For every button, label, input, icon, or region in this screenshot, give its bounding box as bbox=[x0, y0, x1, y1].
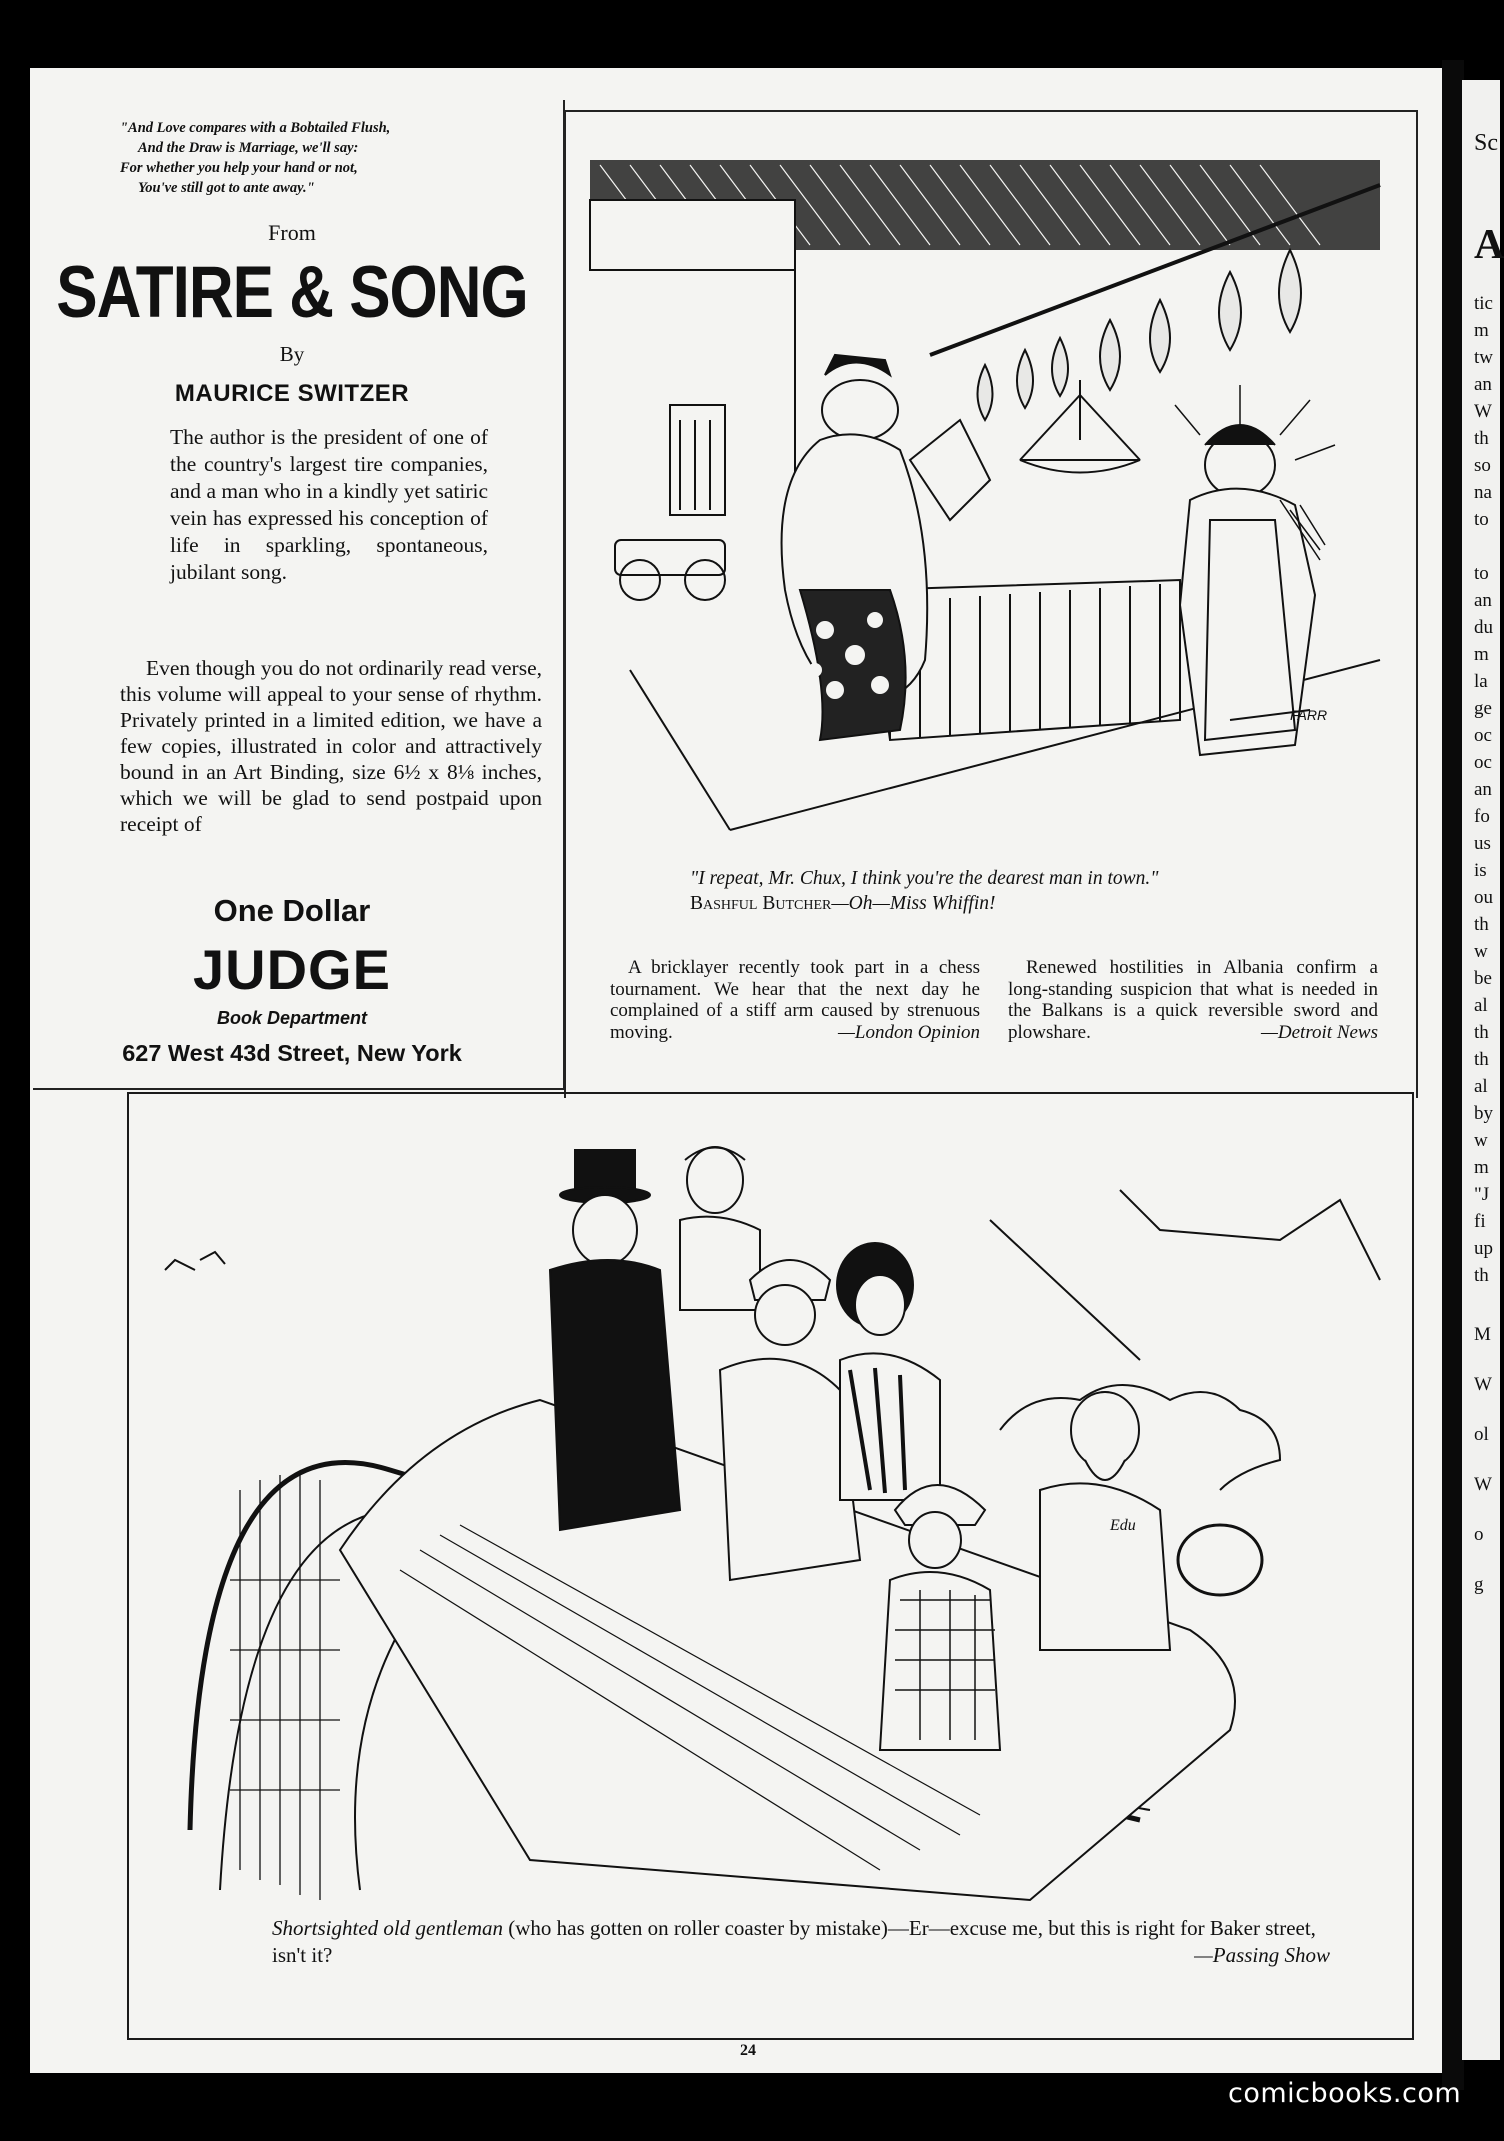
ad-price: One Dollar bbox=[213, 893, 371, 928]
next-page-fragment: "J bbox=[1474, 1184, 1490, 1205]
next-page-fragment: oc bbox=[1474, 752, 1492, 773]
next-page-fragment: to bbox=[1474, 563, 1489, 584]
next-page-fragment: fo bbox=[1474, 806, 1490, 827]
cartoon2-text: (who has gotten on roller coaster by mistake)—Er—excuse me, but this is right for Baker street, isn't it? bbox=[272, 1916, 1316, 1967]
next-page-fragment: an bbox=[1474, 590, 1492, 611]
next-page-fragment: o bbox=[1474, 1524, 1484, 1545]
cartoon1-caption-reply bbox=[690, 891, 1410, 916]
next-page-fragment: th bbox=[1474, 1265, 1489, 1286]
ad-by-label: By bbox=[279, 342, 305, 366]
next-page-fragment: so bbox=[1474, 455, 1491, 476]
next-page-fragment: na bbox=[1474, 482, 1492, 503]
cartoon1-caption bbox=[690, 866, 1410, 916]
joke-source: —Detroit News bbox=[1261, 1022, 1378, 1043]
next-page-fragment: la bbox=[1474, 671, 1488, 692]
ad-book-title: SATIRE & SONG bbox=[56, 252, 528, 334]
epigraph-line: "And Love compares with a Bobtailed Flush, bbox=[120, 120, 391, 136]
next-page-fragment: g bbox=[1474, 1574, 1484, 1595]
epigraph-line: And the Draw is Marriage, we'll say: bbox=[138, 140, 359, 156]
epigraph-line: You've still got to ante away." bbox=[138, 180, 315, 196]
next-page-fragment: ge bbox=[1474, 698, 1492, 719]
page-number: 24 bbox=[740, 2042, 756, 2059]
next-page-dropcap: A bbox=[1474, 222, 1504, 268]
cartoon2-source: —Passing Show bbox=[1194, 1943, 1330, 1967]
next-page-fragment: m bbox=[1474, 644, 1489, 665]
joke-text: Renewed hostilities in Albania confirm a long-standing suspicion that what is needed in the Balkans is a quick reversible sword and plowshare. bbox=[1008, 957, 1378, 1043]
next-page-fragment: is bbox=[1474, 860, 1487, 881]
cartoon2-caption bbox=[160, 1915, 1330, 1969]
ad-department: Book Department bbox=[216, 1008, 368, 1028]
next-page-fragment: w bbox=[1474, 1130, 1488, 1151]
joke-albania bbox=[1008, 957, 1378, 1044]
next-page-fragment: al bbox=[1474, 995, 1488, 1016]
cartoon1-speaker: Bashful Butcher bbox=[690, 893, 832, 914]
ad-from-label: From bbox=[268, 220, 316, 245]
next-page-fragment: ou bbox=[1474, 887, 1493, 908]
next-page-fragment: th bbox=[1474, 1022, 1489, 1043]
watermark: comicbooks.com bbox=[1228, 2078, 1462, 2109]
next-page-fragment: w bbox=[1474, 941, 1488, 962]
next-page-fragment: tic bbox=[1474, 293, 1493, 314]
next-page-fragment: up bbox=[1474, 1238, 1493, 1259]
next-page-fragment: W bbox=[1474, 1374, 1492, 1395]
next-page-fragment: to bbox=[1474, 509, 1489, 530]
roller-coaster-illustration bbox=[160, 1130, 1390, 1900]
next-page-fragment: th bbox=[1474, 914, 1489, 935]
ad-address: 627 West 43d Street, New York bbox=[122, 1040, 462, 1066]
next-page-fragment: oc bbox=[1474, 725, 1492, 746]
next-page-fragment: an bbox=[1474, 779, 1492, 800]
cartoon2-speaker: Shortsighted old gentleman bbox=[272, 1916, 503, 1940]
cartoon2-signature: Edu bbox=[1110, 1517, 1136, 1534]
next-page-fragment: W bbox=[1474, 401, 1492, 422]
ad-paragraph-1: The author is the president of one of the country's largest tire companies, and a man who in a kindly yet satiric vein has expressed his conception of life in sparkling, spontaneous, jubilant song. bbox=[170, 425, 488, 584]
next-page-lines bbox=[1474, 290, 1493, 1289]
next-page-heading: Sc bbox=[1474, 130, 1498, 156]
ad-paragraph-2: Even though you do not ordinarily read verse, this volume will appeal to your sense of rhythm. Privately printed in a limited edition, we have a few copies, illustrated in color and attractively bound in an Art Binding, size 6½ x 8⅛ inches, which we will be glad to send postpaid upon receipt of bbox=[120, 656, 542, 836]
next-page-fragment: M bbox=[1474, 1324, 1491, 1345]
joke-text: A bricklayer recently took part in a chess tournament. We hear that the next day he complained of a stiff arm caused by strenuous moving. bbox=[610, 957, 980, 1043]
next-page-fragment bbox=[1474, 533, 1493, 560]
cartoon1-reply: —Oh—Miss Whiffin! bbox=[831, 893, 996, 914]
ad-publisher: JUDGE bbox=[193, 938, 391, 1001]
next-page-fragment: al bbox=[1474, 1076, 1488, 1097]
next-page-fragment: du bbox=[1474, 617, 1493, 638]
next-page-fragment: be bbox=[1474, 968, 1492, 989]
next-page-fragment: us bbox=[1474, 833, 1491, 854]
cartoon1-signature: FARR bbox=[1290, 707, 1328, 723]
page-gutter bbox=[1442, 60, 1464, 2090]
next-page-lower bbox=[1474, 1310, 1492, 1610]
joke-source: —London Opinion bbox=[838, 1022, 980, 1043]
next-page-fragment: tw bbox=[1474, 347, 1493, 368]
next-page-fragment: by bbox=[1474, 1103, 1493, 1124]
next-page-fragment: an bbox=[1474, 374, 1492, 395]
epigraph-line: For whether you help your hand or not, bbox=[120, 160, 358, 176]
next-page-fragment: th bbox=[1474, 428, 1489, 449]
joke-bricklayer bbox=[610, 957, 980, 1044]
next-page-fragment: ol bbox=[1474, 1424, 1489, 1445]
next-page-fragment: m bbox=[1474, 320, 1489, 341]
next-page-fragment: W bbox=[1474, 1474, 1492, 1495]
next-page-fragment: th bbox=[1474, 1049, 1489, 1070]
next-page-fragment: fi bbox=[1474, 1211, 1486, 1232]
ad-author: MAURICE SWITZER bbox=[174, 380, 410, 407]
ad-epigraph bbox=[120, 118, 560, 198]
cartoon1-caption-line: "I repeat, Mr. Chux, I think you're the dearest man in town." bbox=[690, 868, 1159, 889]
next-page-fragment: m bbox=[1474, 1157, 1489, 1178]
butcher-shop-illustration bbox=[590, 160, 1380, 850]
